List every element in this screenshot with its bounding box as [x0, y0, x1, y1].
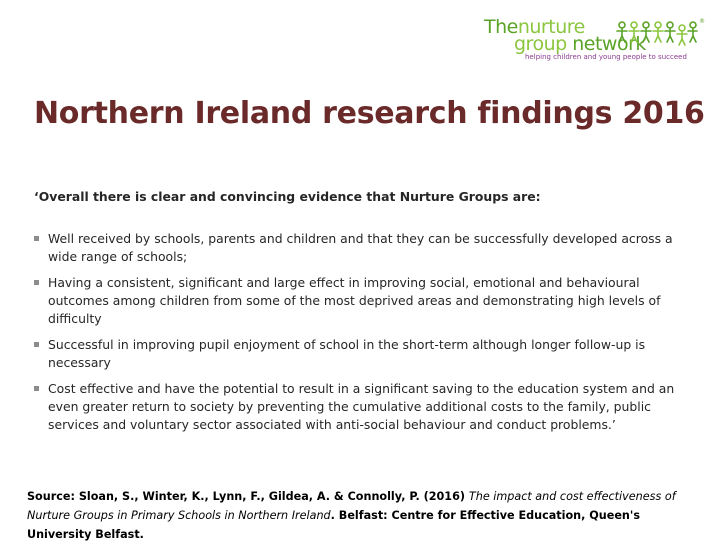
bullet-square-icon [34, 280, 39, 285]
page-title: Northern Ireland research findings 2016 [34, 96, 705, 131]
stick-figures-icon [616, 20, 698, 56]
bullet-square-icon [34, 236, 39, 241]
list-item: Cost effective and have the potential to result in a significant saving to the education system and an even greater return to society by preventing the cumulative additional costs to the family, public services and voluntary sector associated with anti-social behaviour and conduct problems.’ [34, 380, 684, 434]
findings-list [34, 230, 684, 442]
logo-line-2: group network [514, 33, 646, 55]
intro-quote: ‘Overall there is clear and convincing evidence that Nurture Groups are: [34, 189, 541, 204]
bullet-square-icon [34, 386, 39, 391]
nurture-group-network-logo [483, 16, 705, 62]
list-item: Having a consistent, significant and large effect in improving social, emotional and behavioural outcomes among children from some of the most deprived areas and demonstrating high levels of difficulty [34, 274, 684, 328]
source-citation: Source: Sloan, S., Winter, K., Lynn, F., Gildea, A. & Connolly, P. (2016) The impact and cost effectiveness of Nurture Groups in Primary Schools in Northern Ireland. Belfast: Centre for Effective Education, Queen's University Belfast. [27, 490, 676, 541]
registered-mark: ® [699, 18, 705, 25]
logo-tagline: helping children and young people to succeed [525, 53, 687, 61]
bullet-square-icon [34, 342, 39, 347]
list-item: Well received by schools, parents and children and that they can be successfully developed across a wide range of schools; [34, 230, 684, 266]
logo-line-1: Thenurture [484, 16, 585, 38]
list-item: Successful in improving pupil enjoyment of school in the short-term although longer follow-up is necessary [34, 336, 684, 372]
